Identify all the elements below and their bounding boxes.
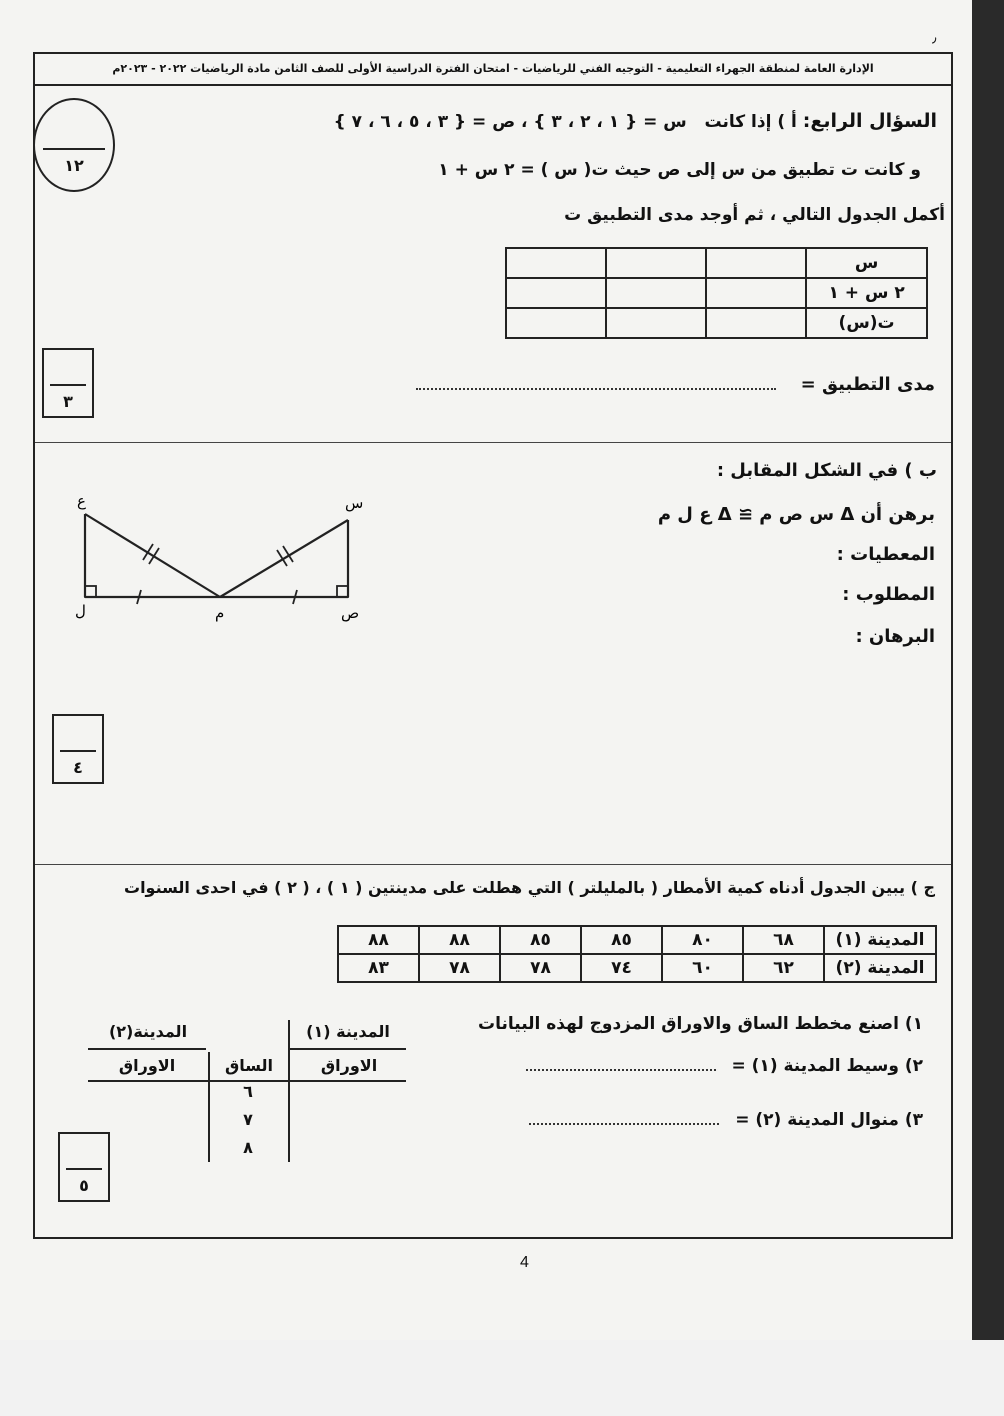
median-label: ٢) وسيط المدينة (١) = bbox=[731, 1056, 923, 1076]
part-c-score: ٥ bbox=[79, 1176, 89, 1195]
below-sheet-margin bbox=[0, 1340, 1004, 1416]
triangles-figure bbox=[65, 484, 365, 624]
double-tick-mark bbox=[143, 544, 153, 560]
rainfall-row bbox=[338, 954, 936, 982]
rainfall-value: ٨٥ bbox=[581, 926, 662, 954]
mapping-table-row bbox=[506, 278, 927, 308]
rainfall-value: ٨٥ bbox=[500, 926, 581, 954]
stem-value: ٧ bbox=[243, 1110, 253, 1129]
segment-sin-mim bbox=[220, 520, 348, 597]
double-tick-mark bbox=[149, 548, 159, 564]
part-c-q2-line bbox=[526, 1056, 923, 1076]
range-label: مدى التطبيق = bbox=[800, 374, 935, 395]
part-c-q3-line bbox=[529, 1110, 923, 1130]
question-total: ١٢ bbox=[64, 156, 84, 175]
rainfall-value: ٦٢ bbox=[743, 954, 824, 982]
mapping-row-label: س bbox=[806, 248, 927, 278]
rainfall-value: ٧٨ bbox=[419, 954, 500, 982]
exam-header: الإدارة العامة لمنطقة الجهراء التعليمية - التوجيه الفني للرياضيات - امتحان الفترة الدراسية الأولى للصف الثامن مادة الرياضيات ٢٠٢٢ - ٢٠٢٣م bbox=[35, 54, 951, 86]
mapping-answer-cell[interactable] bbox=[506, 278, 606, 308]
segment-ain-mim bbox=[85, 514, 220, 597]
part-a-sets: س = { ١ ، ٢ ، ٣ } ، ص = { ٣ ، ٥ ، ٦ ، ٧ } bbox=[333, 112, 687, 132]
score-divider bbox=[66, 1168, 102, 1170]
right-angle-mark-lam bbox=[85, 586, 96, 597]
rainfall-value: ٧٤ bbox=[581, 954, 662, 982]
stem-value: ٦ bbox=[243, 1082, 253, 1101]
label-ain: ع bbox=[77, 492, 86, 510]
mapping-row-label: ت(س) bbox=[806, 308, 927, 338]
label-mim: م bbox=[215, 604, 225, 622]
mapping-answer-cell[interactable] bbox=[706, 248, 806, 278]
page-number: 4 bbox=[520, 1254, 529, 1271]
rainfall-value: ٨٨ bbox=[419, 926, 500, 954]
mapping-table-row bbox=[506, 308, 927, 338]
rainfall-value: ٦٨ bbox=[743, 926, 824, 954]
mapping-answer-cell[interactable] bbox=[506, 308, 606, 338]
mapping-answer-cell[interactable] bbox=[706, 308, 806, 338]
question-total-circle bbox=[33, 98, 115, 192]
score-divider bbox=[43, 148, 105, 150]
stem-right-rule bbox=[288, 1020, 290, 1162]
city2-underline bbox=[88, 1048, 206, 1050]
right-angle-mark-sad bbox=[337, 586, 348, 597]
proof-label: البرهان : bbox=[855, 626, 935, 647]
rainfall-value: ٨٠ bbox=[662, 926, 743, 954]
rainfall-value: ٨٨ bbox=[338, 926, 419, 954]
stem-leaf-plot bbox=[88, 1016, 408, 1166]
rainfall-value: ٦٠ bbox=[662, 954, 743, 982]
city1-header: المدينة (١) bbox=[306, 1022, 390, 1041]
rainfall-row bbox=[338, 926, 936, 954]
mapping-answer-cell[interactable] bbox=[706, 278, 806, 308]
median-answer-field[interactable] bbox=[526, 1069, 716, 1071]
range-line bbox=[416, 374, 935, 395]
stem-header: الساق bbox=[224, 1056, 274, 1075]
rainfall-table bbox=[337, 925, 937, 983]
question-title: السؤال الرابع: bbox=[802, 110, 937, 132]
mode-answer-field[interactable] bbox=[529, 1123, 719, 1125]
part-a-score: ٣ bbox=[63, 392, 73, 411]
part-c-title: ج ) يبين الجدول أدناه كمية الأمطار ( بالمليلتر ) التي هطلت على مدينتين ( ١ ) ، ( ٢ ) في احدى السنوات bbox=[123, 878, 935, 897]
part-b-prove: برهن أن Δ س ص م ≅ Δ ع ل م bbox=[657, 504, 935, 525]
part-b-score-box bbox=[52, 714, 104, 784]
range-answer-field[interactable] bbox=[416, 388, 776, 390]
givens-label: المعطيات : bbox=[836, 544, 935, 565]
city2-header: المدينة(٢) bbox=[108, 1022, 188, 1041]
part-b-score: ٤ bbox=[73, 758, 83, 777]
city2-leaves-header: الاوراق bbox=[118, 1056, 176, 1075]
part-a-mapping: و كانت ت تطبيق من س إلى ص حيث ت( س ) = ٢ س + ١ bbox=[438, 160, 921, 180]
mapping-table bbox=[505, 247, 928, 339]
part-b-title: ب ) في الشكل المقابل : bbox=[716, 460, 937, 481]
rainfall-city-label: المدينة (١) bbox=[824, 926, 936, 954]
part-a-instruction: أكمل الجدول التالي ، ثم أوجد مدى التطبيق ت bbox=[564, 205, 945, 225]
corner-mark: ٫ bbox=[932, 30, 937, 46]
mapping-answer-cell[interactable] bbox=[606, 308, 706, 338]
mapping-answer-cell[interactable] bbox=[606, 248, 706, 278]
mapping-answer-cell[interactable] bbox=[606, 278, 706, 308]
part-a-label: أ ) إذا كانت bbox=[704, 112, 797, 132]
mode-label: ٣) منوال المدينة (٢) = bbox=[735, 1110, 923, 1130]
part-c-q1: ١) اصنع مخطط الساق والاوراق المزدوج لهذه البيانات bbox=[478, 1014, 923, 1034]
rainfall-city-label: المدينة (٢) bbox=[824, 954, 936, 982]
part-a-line1 bbox=[334, 110, 937, 132]
label-sin: س bbox=[345, 494, 364, 512]
mapping-answer-cell[interactable] bbox=[506, 248, 606, 278]
score-divider bbox=[60, 750, 96, 752]
city1-underline bbox=[288, 1048, 406, 1050]
part-a-score-box bbox=[42, 348, 94, 418]
required-label: المطلوب : bbox=[842, 584, 935, 605]
score-divider bbox=[50, 384, 86, 386]
stem-value: ٨ bbox=[243, 1138, 253, 1157]
rainfall-value: ٧٨ bbox=[500, 954, 581, 982]
mapping-table-row bbox=[506, 248, 927, 278]
section-separator bbox=[35, 864, 951, 865]
rainfall-value: ٨٣ bbox=[338, 954, 419, 982]
mapping-row-label: ٢ س + ١ bbox=[806, 278, 927, 308]
city1-leaves-header: الاوراق bbox=[320, 1056, 378, 1075]
label-lam: ل bbox=[75, 602, 86, 620]
label-sad: ص bbox=[341, 604, 360, 622]
section-separator bbox=[35, 442, 951, 443]
